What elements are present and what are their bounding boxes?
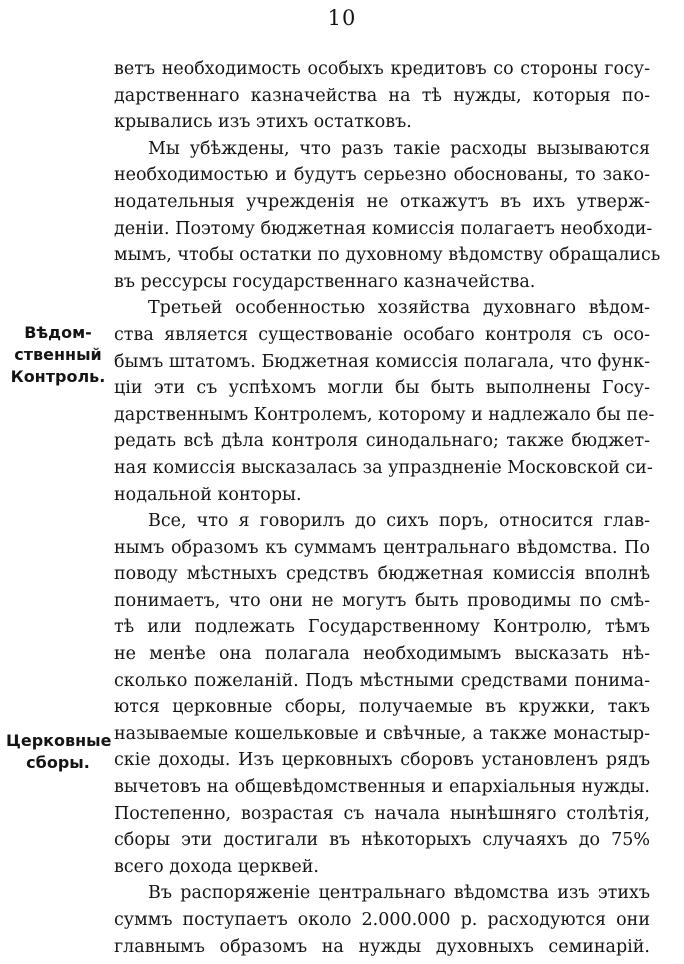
- margin-note-line: сборы.: [26, 753, 90, 772]
- text-line: Третьей особенностью хозяйства духовнаго вѣдом-: [148, 298, 650, 319]
- margin-note-vedomstvenny-kontrol: [6, 322, 110, 388]
- text-line: вычетовъ на общевѣдомственныя и епархіальныя нужды.: [114, 777, 650, 798]
- text-line: въ рессурсы государственнаго казначейства.: [114, 271, 536, 292]
- text-line: не менѣе она полагала необходимымъ высказать нѣ-: [114, 644, 650, 665]
- margin-note-tserkovnye-sbory: [6, 730, 110, 774]
- body-text: [114, 56, 661, 960]
- text-line: нымъ образомъ къ суммамъ центральнаго вѣдомства. По: [114, 537, 650, 558]
- text-line: Постепенно, возрастая съ начала нынѣшняго столѣтія,: [114, 803, 650, 824]
- text-line: поводу мѣстныхъ средствъ бюджетная комиссія вполнѣ: [114, 564, 650, 585]
- text-line: понимаетъ, что они не могутъ быть проводимы по смѣ-: [114, 590, 650, 611]
- text-line: ціи эти съ успѣхомъ могли бы быть выполнены Госу-: [114, 378, 650, 399]
- text-line: сборы эти достигали въ нѣкоторыхъ случаяхъ до 75%: [114, 830, 650, 851]
- page-number: 10: [327, 6, 357, 30]
- margin-note-line: ственный: [14, 345, 102, 364]
- text-line: Въ распоряженіе центральнаго вѣдомства изъ этихъ: [148, 883, 650, 904]
- text-line: Мы убѣждены, что разъ такіе расходы вызываются: [148, 138, 650, 159]
- text-line: мымъ, чтобы остатки по духовному вѣдомству обращались: [114, 245, 661, 266]
- text-line: необходимостью и будутъ серьезно обоснованы, то зако-: [114, 165, 650, 186]
- text-line: редать всѣ дѣла контроля синодальнаго; также бюджет-: [114, 431, 650, 452]
- text-line: всего дохода церквей.: [114, 856, 319, 877]
- text-line: деніи. Поэтому бюджетная комиссія полагаетъ необходи-: [114, 218, 653, 239]
- text-line: дарственнаго казначейства на тѣ нужды, которыя по-: [114, 85, 650, 106]
- text-line: тѣ или подлежать Государственному Контролю, тѣмъ: [114, 617, 650, 638]
- text-line: суммъ поступаетъ около 2.000.000 р. расходуются они: [114, 910, 650, 930]
- text-line: крывались изъ этихъ остатковъ.: [114, 112, 412, 133]
- text-line: дарственнымъ Контролемъ, которому и надлежало бы пе-: [114, 404, 655, 425]
- margin-note-line: Контроль.: [10, 367, 106, 386]
- text-line: ются церковные сборы, получаемые въ кружки, такъ: [114, 697, 650, 718]
- text-line: скіе доходы. Изъ церковныхъ сборовъ установленъ рядъ: [114, 750, 650, 771]
- text-line: сколько пожеланій. Подъ мѣстными средствами понима-: [114, 670, 650, 691]
- text-line: называемые кошельковые и свѣчные, а также монастыр-: [114, 723, 650, 744]
- margin-note-line: Вѣдом-: [24, 323, 92, 342]
- text-line: Все, что я говорилъ до сихъ поръ, относится глав-: [148, 511, 650, 532]
- text-line: главнымъ образомъ на нужды духовныхъ семинарій.: [114, 936, 650, 957]
- margin-note-line: Церковные: [6, 731, 112, 750]
- text-line: бымъ штатомъ. Бюджетная комиссія полагала, что функ-: [114, 351, 650, 372]
- text-line: нодательныя учрежденія не откажутъ въ ихъ утверж-: [114, 191, 650, 212]
- text-line: нодальной конторы.: [114, 484, 302, 505]
- text-line: ветъ необходимость особыхъ кредитовъ со стороны госу-: [114, 59, 650, 79]
- text-line: ства является существованіе особаго контроля съ осо-: [114, 324, 650, 345]
- text-line: ная комиссія высказалась за упраздненіе Московской си-: [114, 457, 653, 478]
